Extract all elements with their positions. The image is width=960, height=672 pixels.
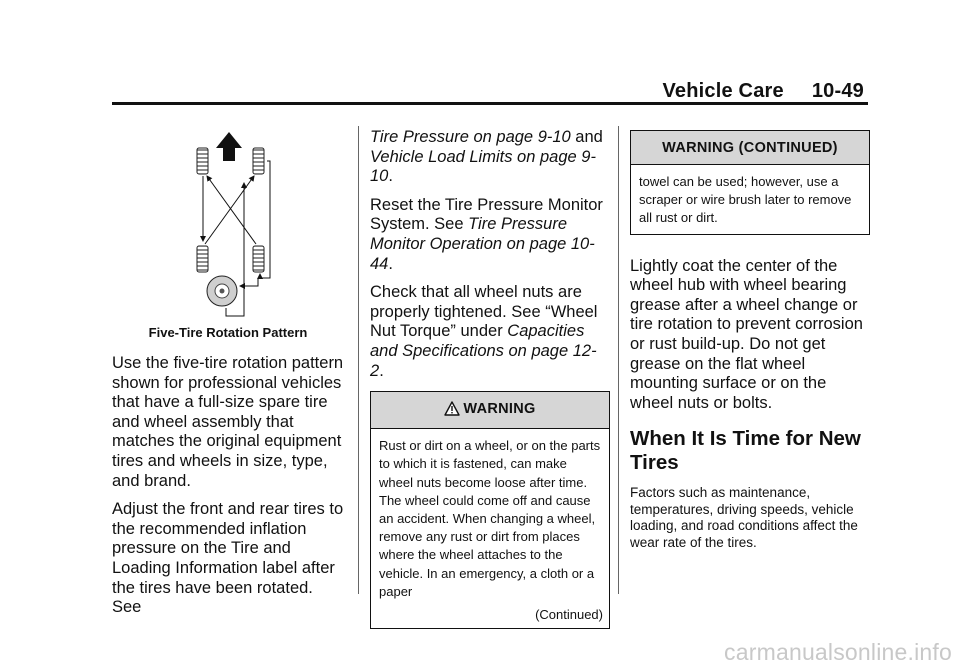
figure-caption: Five-Tire Rotation Pattern [148,325,308,340]
warning-header: WARNING (CONTINUED) [631,131,869,165]
paragraph: Reset the Tire Pressure Monitor System. See Tire Pressure Monitor Operation on page 10-44. [370,195,603,273]
watermark: carmanualsonline.info [724,639,952,665]
header-rule [112,102,868,105]
paragraph: Factors such as maintenance, temperatures, driving speeds, vehicle loading, and road conditions affect the wear rate of the tires. [630,485,858,550]
cross-reference: Tire Pressure on page 9-10 [370,128,571,146]
page-number: 10-49 [811,80,864,102]
tire-rear-left-icon [197,246,208,272]
warning-title: WARNING [463,401,536,418]
warning-box [370,391,610,629]
tire-front-right-icon [253,148,264,174]
paragraph: Lightly coat the center of the wheel hub with wheel bearing grease after a wheel change or tire rotation to prevent corrosion or rust build-up. Do not get grease on the flat wheel mounting surface or on the wheel nuts or bolts. [630,256,863,412]
paragraph: Adjust the front and rear tires to the recommended inflation pressure on the Tire and Loading Information label after the tires have been rotated. See [112,500,344,617]
warning-text: towel can be used; however, use a scraper or wire brush later to remove all rust or dirt. [639,174,852,226]
warning-triangle-icon [444,401,460,420]
column-1 [112,128,344,627]
tire-rotation-figure [112,128,344,323]
tire-front-left-icon [197,148,208,174]
column-divider [358,126,359,594]
tire-rotation-diagram [112,128,344,323]
cross-reference: Tire Pressure Monitor Operation on page 10-44 [370,215,595,273]
column-3 [630,130,870,551]
cross-reference: Capacities and Specifications on page 12-2 [370,322,597,380]
front-arrow-icon [216,132,242,161]
warning-text: Rust or dirt on a wheel, or on the parts to which it is fastened, can make wheel nuts become loose after time. The wheel could come off and cause an accident. When changing a wheel, remove any rust or dirt from places where the wheel attaches to the vehicle. In an emergency, a cloth or a paper [379,438,601,599]
paragraph: Use the five-tire rotation pattern shown for professional vehicles that have a full-size spare tire and wheel assembly that matches the original equipment tires and wheels in size, type, and brand. [112,354,344,490]
column-divider [618,126,619,594]
spare-tire-icon [207,276,237,306]
section-title: Vehicle Care [662,80,784,102]
paragraph: Tire Pressure on page 9-10 and Vehicle Load Limits on page 9-10. [370,128,603,186]
continued-label: (Continued) [535,606,603,622]
column-2 [370,128,610,629]
warning-header [371,392,609,429]
warning-box-continued [630,130,870,235]
paragraph: Check that all wheel nuts are properly tightened. See “Wheel Nut Torque” under Capacities and Specifications on page 12-2. [370,283,598,380]
cross-reference: Vehicle Load Limits on page 9-10 [370,147,596,186]
page-header [662,80,864,103]
section-heading: When It Is Time for New Tires [630,427,861,475]
tire-rear-right-icon [253,246,264,272]
